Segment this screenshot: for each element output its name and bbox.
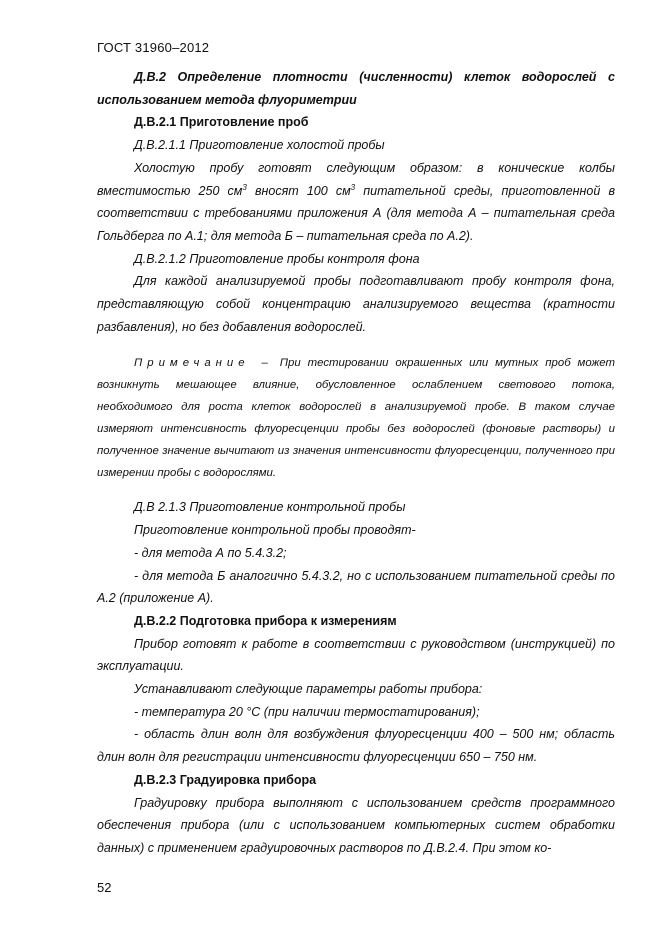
note-text: При тестировании окрашенных или мутных проб может возникнуть мешающее влияние, обусловленное ослаблением светового потока, необходимого для роста клеток водорослей в анализируемой пробе. В таком случае измеряют интенсивность флуоресценции пробы без водорослей (фоновые растворы) и полученное значение вычитают из значения интенсивности флуоресценции, полученного при измерении пробы с водорослями. (97, 357, 615, 480)
clause-title: Д.В.2.1.1 Приготовление холостой пробы (134, 138, 385, 153)
list-item: - для метода А по 5.4.3.2; (134, 545, 287, 560)
subsection-title: Д.В.2.3 Градуировка прибора (134, 772, 317, 787)
standard-header: ГОСТ 31960–2012 (97, 40, 210, 55)
clause-text: Устанавливают следующие параметры работы прибора: (134, 682, 483, 697)
clause-text: Для каждой анализируемой пробы подготавливают пробу контроля фона, представляющую собой концентрацию анализируемого вещества (кратности разбавления), но без добавления водорослей. (97, 274, 615, 334)
list-item: - область длин волн для возбуждения флуоресценции 400 – 500 нм; область длин волн для регистрации интенсивности флуоресценции 650 – 750 нм. (97, 727, 615, 765)
spacer (97, 484, 615, 496)
clause-title: Д.В 2.1.3 Приготовление контрольной пробы (134, 500, 406, 515)
clause-text: Приготовление контрольной пробы проводят- (134, 523, 416, 538)
list-item: - температура 20 °С (при наличии термостатирования); (134, 704, 480, 719)
list-item: - для метода Б аналогично 5.4.3.2, но с использованием питательной среды по А.2 (приложение А). (97, 568, 615, 606)
page-number: 52 (97, 880, 112, 895)
note (97, 352, 615, 484)
clause-text: Холостую пробу готовят следующим образом: в конические колбы вместимостью 250 $см^3$ вносят 100 $см^3$ питательной среды, приготовленной в соответствии с требованиями приложения А (для метода А – питательная среда Гольдберга по А.1; для метода Б – питательная среда по А.2). (97, 160, 615, 243)
document-body (97, 66, 615, 860)
spacer (97, 338, 615, 352)
clause-title: Д.В.2.1.2 Приготовление пробы контроля фона (134, 251, 420, 266)
subsection-title: Д.В.2.1 Приготовление проб (134, 115, 309, 130)
note-label: Примечание – (134, 357, 273, 370)
section-title: Д.В.2 Определение плотности (численности) клеток водорослей с использованием метода флуориметрии (97, 70, 615, 107)
subsection-title: Д.В.2.2 Подготовка прибора к измерениям (134, 613, 397, 628)
clause-text: Прибор готовят к работе в соответствии с руководством (инструкцией) по эксплуатации. (97, 636, 615, 674)
clause-text: Градуировку прибора выполняют с использованием средств программного обеспечения прибора (или с использованием компьютерных систем обработки данных) с применением градуировочных растворов по Д.В.2.4. При этом ко- (97, 795, 615, 855)
